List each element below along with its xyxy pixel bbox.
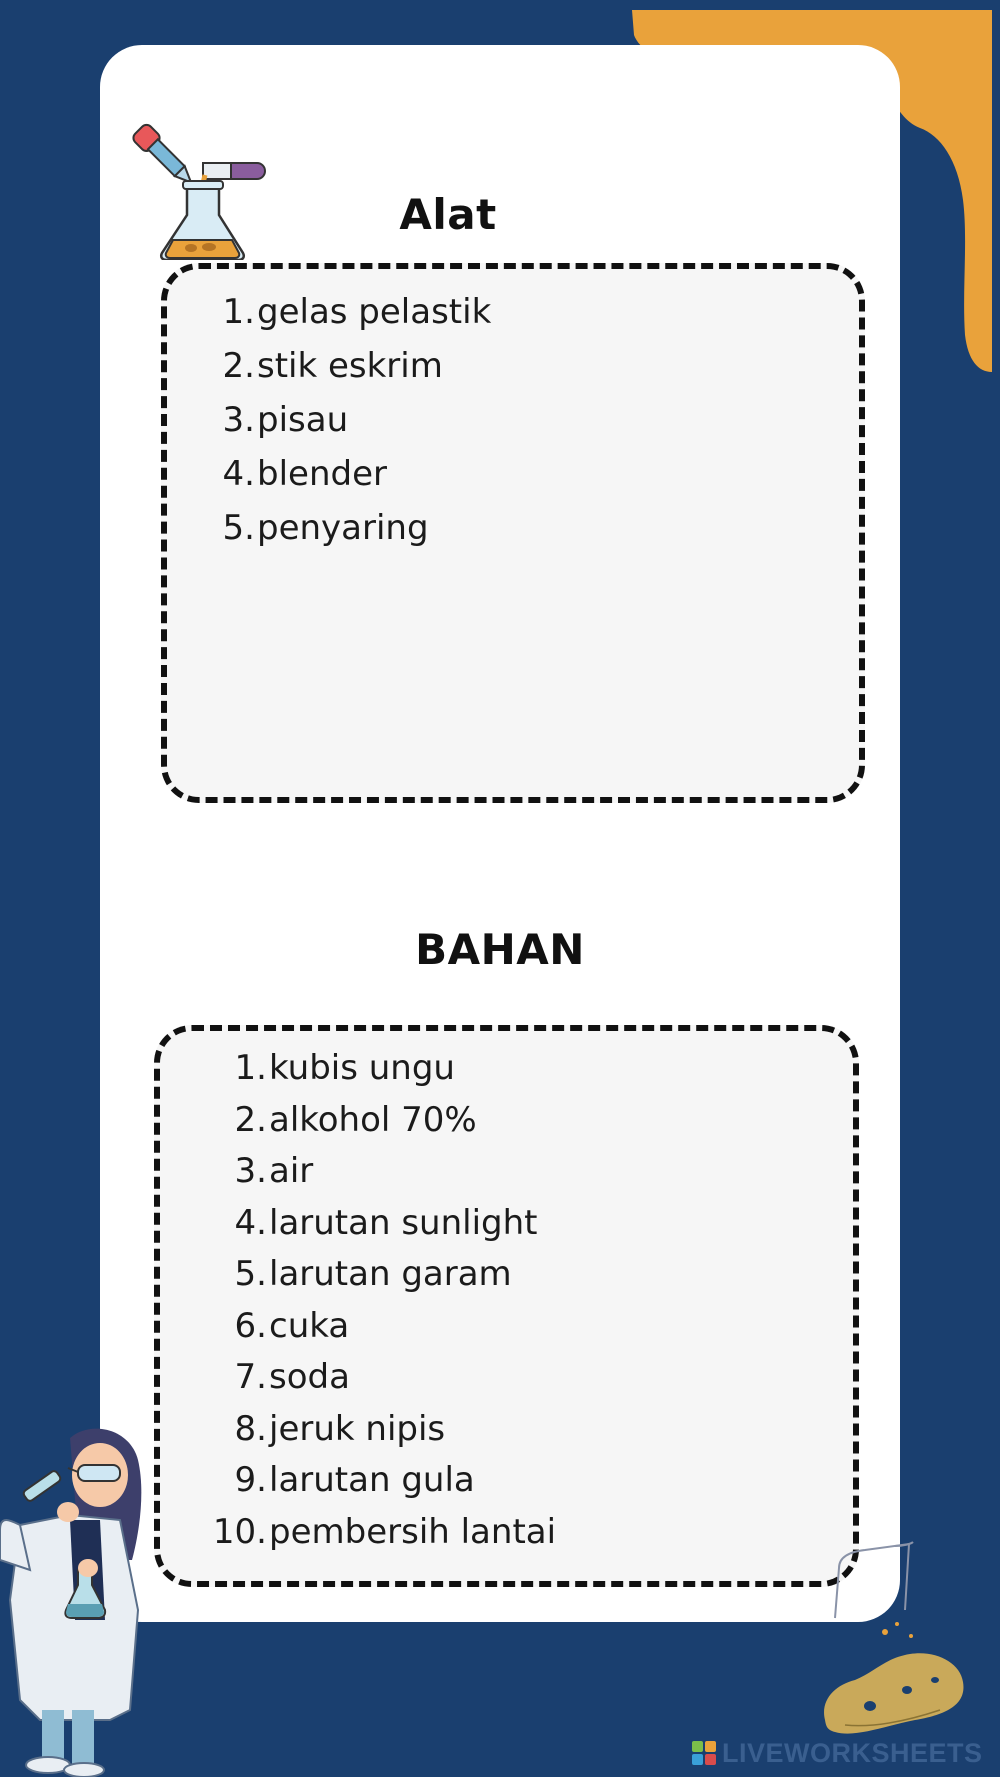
list-item: 8. jeruk nipis bbox=[234, 1408, 446, 1449]
list-item: 2. alkohol 70% bbox=[234, 1099, 477, 1140]
list-item: 5. larutan garam bbox=[234, 1254, 512, 1294]
list-item: 9. larutan gula bbox=[234, 1460, 475, 1500]
list-item: 6. cuka bbox=[234, 1305, 350, 1346]
alat-title: Alat bbox=[399, 190, 497, 239]
logo-text: LIVEWORKSHEETS bbox=[722, 1737, 983, 1768]
list-item: 4. blender bbox=[222, 454, 387, 494]
list-item: 7. soda bbox=[234, 1357, 350, 1397]
bahan-list bbox=[205, 1048, 556, 1563]
list-item: 5. penyaring bbox=[222, 508, 429, 548]
list-item: 10. pembersih lantai bbox=[212, 1511, 557, 1552]
logo-squares-icon bbox=[692, 1741, 716, 1765]
liveworksheets-logo bbox=[692, 1738, 983, 1768]
scientist-illustration bbox=[0, 1420, 150, 1777]
list-item: 1. kubis ungu bbox=[234, 1048, 455, 1088]
list-item: 3. pisau bbox=[222, 400, 349, 440]
list-item: 1. gelas pelastik bbox=[222, 292, 492, 332]
list-item: 3. air bbox=[234, 1151, 314, 1191]
beaker-outline-icon bbox=[825, 1540, 920, 1620]
list-item: 2. stik eskrim bbox=[222, 346, 443, 386]
bahan-title: BAHAN bbox=[415, 925, 585, 974]
alat-list bbox=[210, 292, 491, 562]
yellow-blob-decoration bbox=[815, 1620, 975, 1740]
list-item: 4. larutan sunlight bbox=[234, 1202, 538, 1243]
